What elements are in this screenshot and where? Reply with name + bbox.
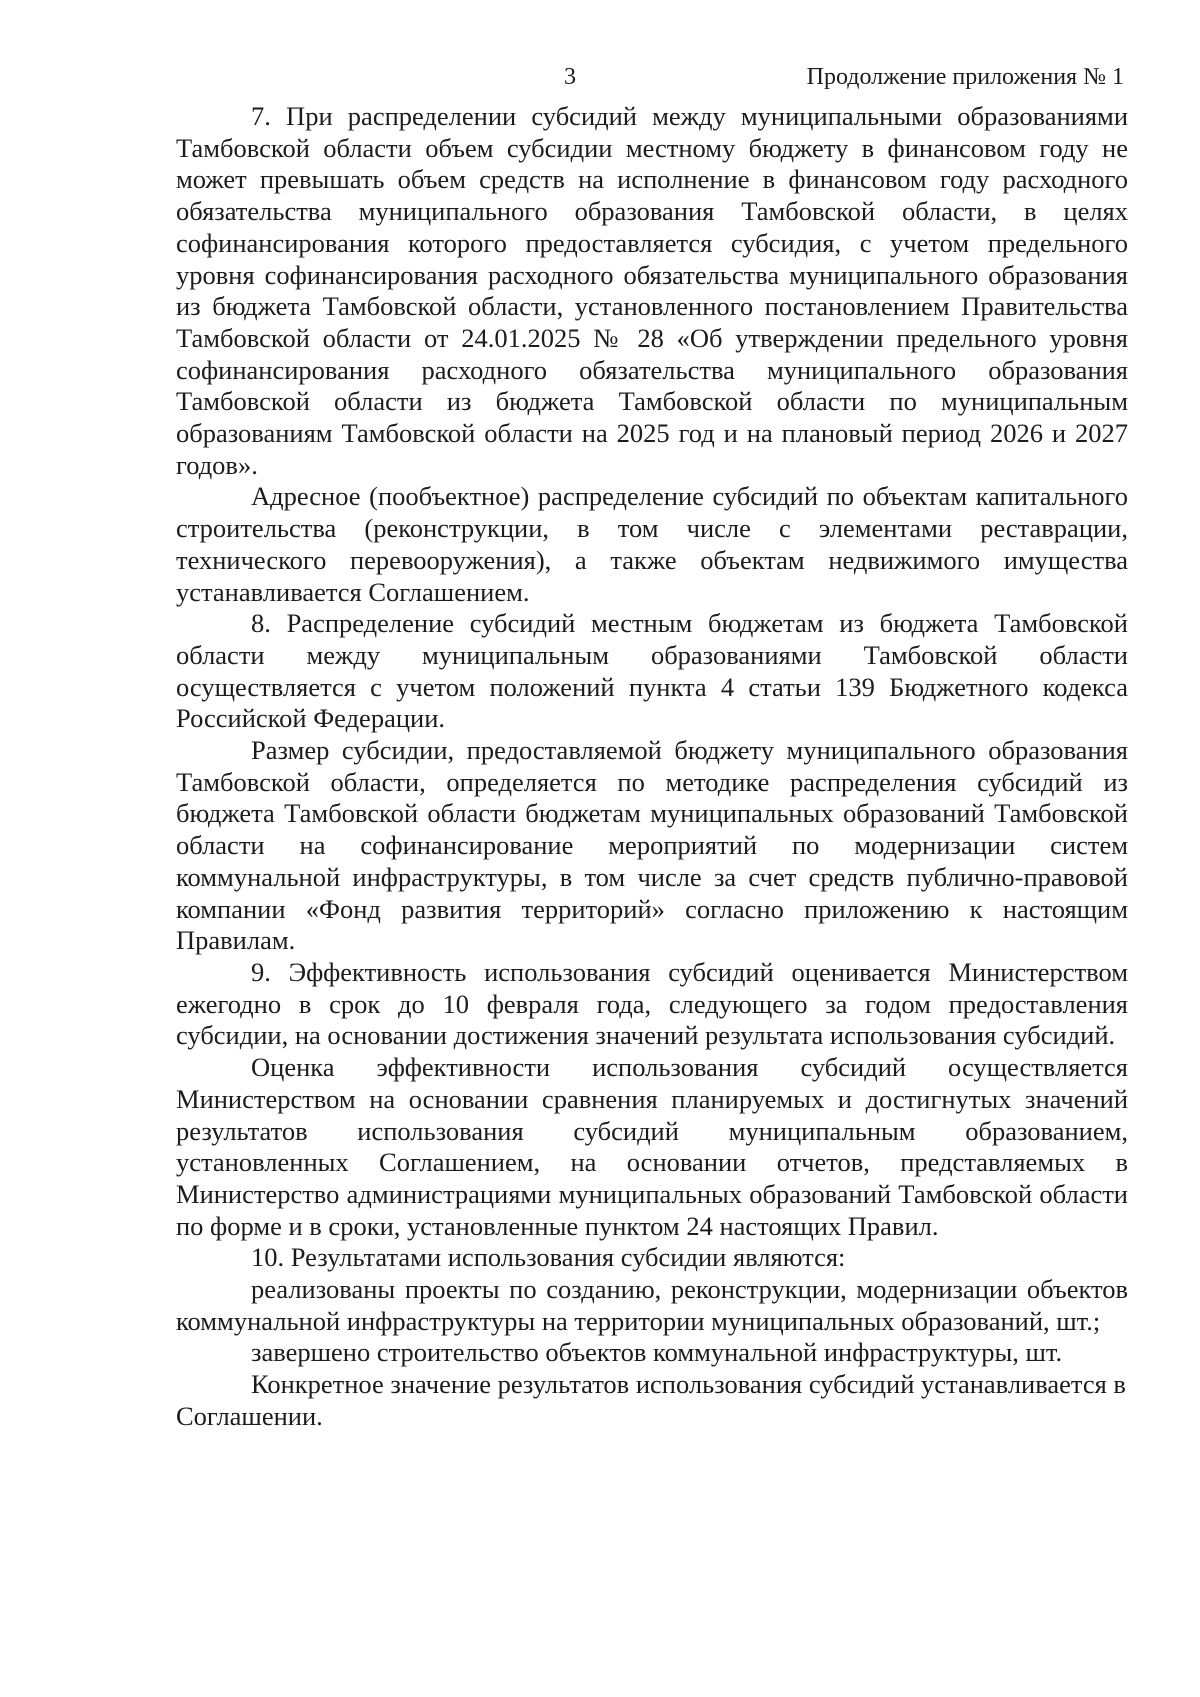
paragraph-efficiency-assessment: Оценка эффективности использования субсидий осуществляется Министерством на основании сравнения планируемых и достигнутых значений результатов использования субсидий муниципальным образованием, установленных Соглашением, на основании отчетов, представляемых в Министерство администрациями муниципальных образований Тамбовской области по форме и в сроки, установленные пунктом 24 настоящих Правил. — [176, 1052, 1128, 1241]
result-item-projects: реализованы проекты по созданию, реконструкции, модернизации объектов коммунальной инфраструктуры на территории муниципальных образований, шт.; — [176, 1274, 1128, 1336]
paragraph-7: 7. При распределении субсидий между муниципальными образованиями Тамбовской области объем субсидии местному бюджету в финансовом году не может превышать объем средств на исполнение в финансовом году расходного обязательства муниципального образования Тамбовской области, в целях софинансирования которого предоставляется субсидия, с учетом предельного уровня софинансирования расходного обязательства муниципального образования из бюджета Тамбовской области, установленного постановлением Правительства Тамбовской области от 24.01.2025 № 28 «Об утверждении предельного уровня софинансирования расходного обязательства муниципального образования Тамбовской области из бюджета Тамбовской области по муниципальным образованиям Тамбовской области на 2025 год и на плановый период 2026 и 2027 годов». — [176, 101, 1128, 480]
document-body — [176, 101, 1128, 1433]
paragraph-8: 8. Распределение субсидий местным бюджетам из бюджета Тамбовской области между муниципальным образованиями Тамбовской области осуществляется с учетом положений пункта 4 статьи 139 Бюджетного кодекса Российской Федерации. — [176, 608, 1128, 734]
result-item-construction: завершено строительство объектов коммунальной инфраструктуры, шт. — [251, 1337, 1063, 1368]
paragraph-9: 9. Эффективность использования субсидий оценивается Министерством ежегодно в срок до 10 февраля года, следующего за годом предоставления субсидии, на основании достижения значений результата использования субсидий. — [176, 956, 1128, 1051]
page-number: 3 — [564, 64, 576, 90]
appendix-continuation-label: Продолжение приложения № 1 — [806, 64, 1124, 90]
paragraph-specific-value: Конкретное значение результатов использования субсидий устанавливается в Соглашении. — [176, 1369, 1126, 1431]
paragraph-10: 10. Результатами использования субсидии являются: — [251, 1242, 846, 1273]
paragraph-subsidy-size: Размер субсидии, предоставляемой бюджету муниципального образования Тамбовской области, определяется по методике распределения субсидий из бюджета Тамбовской области бюджетам муниципальных образований Тамбовской области на софинансирование мероприятий по модернизации систем коммунальной инфраструктуры, в том числе за счет средств публично-правовой компании «Фонд развития территорий» согласно приложению к настоящим Правилам. — [176, 735, 1128, 956]
paragraph-address-distribution: Адресное (пообъектное) распределение субсидий по объектам капитального строительства (реконструкции, в том числе с элементами реставрации, технического перевооружения), а также объектам недвижимого имущества устанавливается Соглашением. — [176, 481, 1128, 607]
